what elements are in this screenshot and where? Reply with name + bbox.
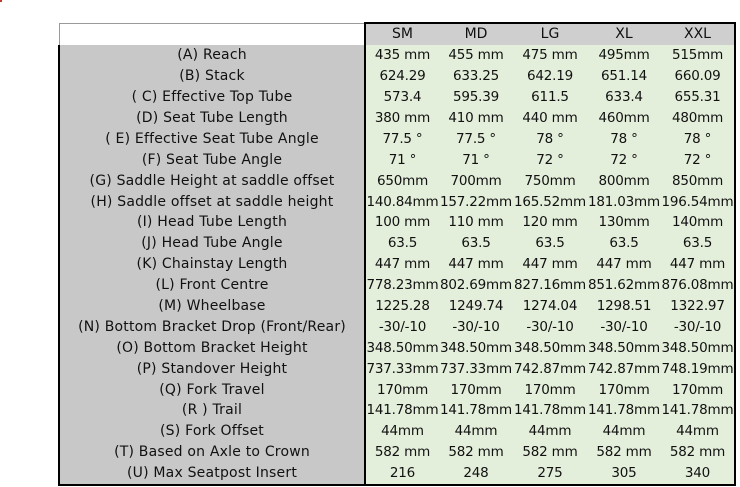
value-cell-md: -30/-10 <box>439 316 513 337</box>
geometry-table <box>58 22 736 486</box>
row-label: (T) Based on Axle to Crown <box>59 442 365 463</box>
value-cell-sm: 435 mm <box>365 45 439 66</box>
table-row <box>59 45 735 66</box>
value-cell-sm: 624.29 <box>365 66 439 87</box>
value-cell-lg: 447 mm <box>513 254 587 275</box>
value-cell-sm: 100 mm <box>365 212 439 233</box>
table-row <box>59 337 735 358</box>
table-row <box>59 191 735 212</box>
value-cell-xxl: 340 <box>661 463 735 485</box>
value-cell-xl: 1298.51 <box>587 296 661 317</box>
value-cell-sm: 650mm <box>365 170 439 191</box>
row-label: (J) Head Tube Angle <box>59 233 365 254</box>
table-row <box>59 316 735 337</box>
row-label: (U) Max Seatpost Insert <box>59 463 365 485</box>
value-cell-lg: 827.16mm <box>513 275 587 296</box>
value-cell-lg: -30/-10 <box>513 316 587 337</box>
table-row <box>59 212 735 233</box>
value-cell-xl: 651.14 <box>587 66 661 87</box>
value-cell-xxl: 72 ° <box>661 149 735 170</box>
corner-marker <box>0 0 2 2</box>
value-cell-sm: 216 <box>365 463 439 485</box>
size-header-md: MD <box>439 23 513 45</box>
value-cell-sm: 582 mm <box>365 442 439 463</box>
row-label: (F) Seat Tube Angle <box>59 149 365 170</box>
value-cell-lg: 78 ° <box>513 128 587 149</box>
table-row <box>59 358 735 379</box>
value-cell-xl: 447 mm <box>587 254 661 275</box>
row-label: (H) Saddle offset at saddle height <box>59 191 365 212</box>
value-cell-lg: 141.78mm <box>513 400 587 421</box>
value-cell-sm: 141.78mm <box>365 400 439 421</box>
value-cell-xxl: 748.19mm <box>661 358 735 379</box>
value-cell-md: 582 mm <box>439 442 513 463</box>
value-cell-xl: 305 <box>587 463 661 485</box>
row-label: (R ) Trail <box>59 400 365 421</box>
value-cell-xl: 633.4 <box>587 87 661 108</box>
value-cell-lg: 120 mm <box>513 212 587 233</box>
value-cell-lg: 275 <box>513 463 587 485</box>
size-header-sm: SM <box>365 23 439 45</box>
table-row <box>59 421 735 442</box>
value-cell-xxl: 348.50mm <box>661 337 735 358</box>
value-cell-xxl: 170mm <box>661 379 735 400</box>
value-cell-lg: 348.50mm <box>513 337 587 358</box>
table-row <box>59 87 735 108</box>
value-cell-md: 157.22mm <box>439 191 513 212</box>
value-cell-md: 141.78mm <box>439 400 513 421</box>
value-cell-sm: 348.50mm <box>365 337 439 358</box>
row-label: (K) Chainstay Length <box>59 254 365 275</box>
value-cell-xl: -30/-10 <box>587 316 661 337</box>
table-row <box>59 400 735 421</box>
value-cell-xl: 44mm <box>587 421 661 442</box>
value-cell-sm: 380 mm <box>365 108 439 129</box>
value-cell-lg: 582 mm <box>513 442 587 463</box>
value-cell-xl: 348.50mm <box>587 337 661 358</box>
value-cell-xl: 181.03mm <box>587 191 661 212</box>
value-cell-md: 44mm <box>439 421 513 442</box>
value-cell-sm: 447 mm <box>365 254 439 275</box>
value-cell-md: 77.5 ° <box>439 128 513 149</box>
value-cell-lg: 1274.04 <box>513 296 587 317</box>
value-cell-sm: 170mm <box>365 379 439 400</box>
value-cell-md: 633.25 <box>439 66 513 87</box>
value-cell-md: 410 mm <box>439 108 513 129</box>
value-cell-xl: 72 ° <box>587 149 661 170</box>
value-cell-xxl: 660.09 <box>661 66 735 87</box>
value-cell-md: 455 mm <box>439 45 513 66</box>
value-cell-xxl: 44mm <box>661 421 735 442</box>
value-cell-xxl: 582 mm <box>661 442 735 463</box>
value-cell-lg: 72 ° <box>513 149 587 170</box>
value-cell-xl: 460mm <box>587 108 661 129</box>
value-cell-lg: 742.87mm <box>513 358 587 379</box>
row-label: (O) Bottom Bracket Height <box>59 337 365 358</box>
value-cell-lg: 440 mm <box>513 108 587 129</box>
value-cell-lg: 44mm <box>513 421 587 442</box>
value-cell-xxl: 141.78mm <box>661 400 735 421</box>
table-body <box>59 45 735 485</box>
value-cell-md: 71 ° <box>439 149 513 170</box>
value-cell-sm: 44mm <box>365 421 439 442</box>
header-row <box>59 23 735 45</box>
row-label: (N) Bottom Bracket Drop (Front/Rear) <box>59 316 365 337</box>
value-cell-xl: 78 ° <box>587 128 661 149</box>
value-cell-xl: 495mm <box>587 45 661 66</box>
value-cell-xl: 742.87mm <box>587 358 661 379</box>
row-label: ( E) Effective Seat Tube Angle <box>59 128 365 149</box>
table-row <box>59 296 735 317</box>
value-cell-sm: 77.5 ° <box>365 128 439 149</box>
value-cell-xxl: 1322.97 <box>661 296 735 317</box>
value-cell-lg: 475 mm <box>513 45 587 66</box>
table-row <box>59 379 735 400</box>
size-header-xl: XL <box>587 23 661 45</box>
value-cell-sm: 573.4 <box>365 87 439 108</box>
value-cell-md: 700mm <box>439 170 513 191</box>
size-header-lg: LG <box>513 23 587 45</box>
value-cell-md: 348.50mm <box>439 337 513 358</box>
row-label: (G) Saddle Height at saddle offset <box>59 170 365 191</box>
value-cell-xxl: 515mm <box>661 45 735 66</box>
value-cell-sm: 778.23mm <box>365 275 439 296</box>
value-cell-xl: 63.5 <box>587 233 661 254</box>
row-label: (I) Head Tube Length <box>59 212 365 233</box>
value-cell-xl: 170mm <box>587 379 661 400</box>
value-cell-md: 1249.74 <box>439 296 513 317</box>
row-label: (B) Stack <box>59 66 365 87</box>
size-header-xxl: XXL <box>661 23 735 45</box>
row-label: (A) Reach <box>59 45 365 66</box>
value-cell-sm: 1225.28 <box>365 296 439 317</box>
table-row <box>59 170 735 191</box>
row-label: (D) Seat Tube Length <box>59 108 365 129</box>
row-label: (P) Standover Height <box>59 358 365 379</box>
table-row <box>59 128 735 149</box>
value-cell-lg: 642.19 <box>513 66 587 87</box>
value-cell-lg: 63.5 <box>513 233 587 254</box>
value-cell-sm: 737.33mm <box>365 358 439 379</box>
value-cell-md: 110 mm <box>439 212 513 233</box>
value-cell-xxl: 655.31 <box>661 87 735 108</box>
value-cell-xxl: 78 ° <box>661 128 735 149</box>
value-cell-xl: 582 mm <box>587 442 661 463</box>
value-cell-md: 170mm <box>439 379 513 400</box>
value-cell-lg: 170mm <box>513 379 587 400</box>
table-row <box>59 463 735 485</box>
table-row <box>59 108 735 129</box>
value-cell-md: 737.33mm <box>439 358 513 379</box>
value-cell-sm: -30/-10 <box>365 316 439 337</box>
value-cell-xxl: 196.54mm <box>661 191 735 212</box>
value-cell-xxl: 447 mm <box>661 254 735 275</box>
row-label: (L) Front Centre <box>59 275 365 296</box>
table-row <box>59 149 735 170</box>
row-label: (Q) Fork Travel <box>59 379 365 400</box>
value-cell-xl: 800mm <box>587 170 661 191</box>
value-cell-md: 248 <box>439 463 513 485</box>
table-row <box>59 442 735 463</box>
value-cell-xxl: 850mm <box>661 170 735 191</box>
table-row <box>59 254 735 275</box>
value-cell-sm: 63.5 <box>365 233 439 254</box>
value-cell-lg: 165.52mm <box>513 191 587 212</box>
row-label: (M) Wheelbase <box>59 296 365 317</box>
value-cell-xxl: -30/-10 <box>661 316 735 337</box>
table-row <box>59 275 735 296</box>
value-cell-xxl: 63.5 <box>661 233 735 254</box>
table-row <box>59 233 735 254</box>
value-cell-lg: 750mm <box>513 170 587 191</box>
value-cell-xl: 851.62mm <box>587 275 661 296</box>
value-cell-xl: 130mm <box>587 212 661 233</box>
row-label: ( C) Effective Top Tube <box>59 87 365 108</box>
value-cell-md: 63.5 <box>439 233 513 254</box>
table-row <box>59 66 735 87</box>
value-cell-xxl: 480mm <box>661 108 735 129</box>
value-cell-xxl: 140mm <box>661 212 735 233</box>
value-cell-sm: 71 ° <box>365 149 439 170</box>
value-cell-md: 595.39 <box>439 87 513 108</box>
value-cell-md: 447 mm <box>439 254 513 275</box>
value-cell-sm: 140.84mm <box>365 191 439 212</box>
row-label: (S) Fork Offset <box>59 421 365 442</box>
value-cell-md: 802.69mm <box>439 275 513 296</box>
value-cell-lg: 611.5 <box>513 87 587 108</box>
value-cell-xxl: 876.08mm <box>661 275 735 296</box>
value-cell-xl: 141.78mm <box>587 400 661 421</box>
header-corner-cell <box>59 23 365 45</box>
